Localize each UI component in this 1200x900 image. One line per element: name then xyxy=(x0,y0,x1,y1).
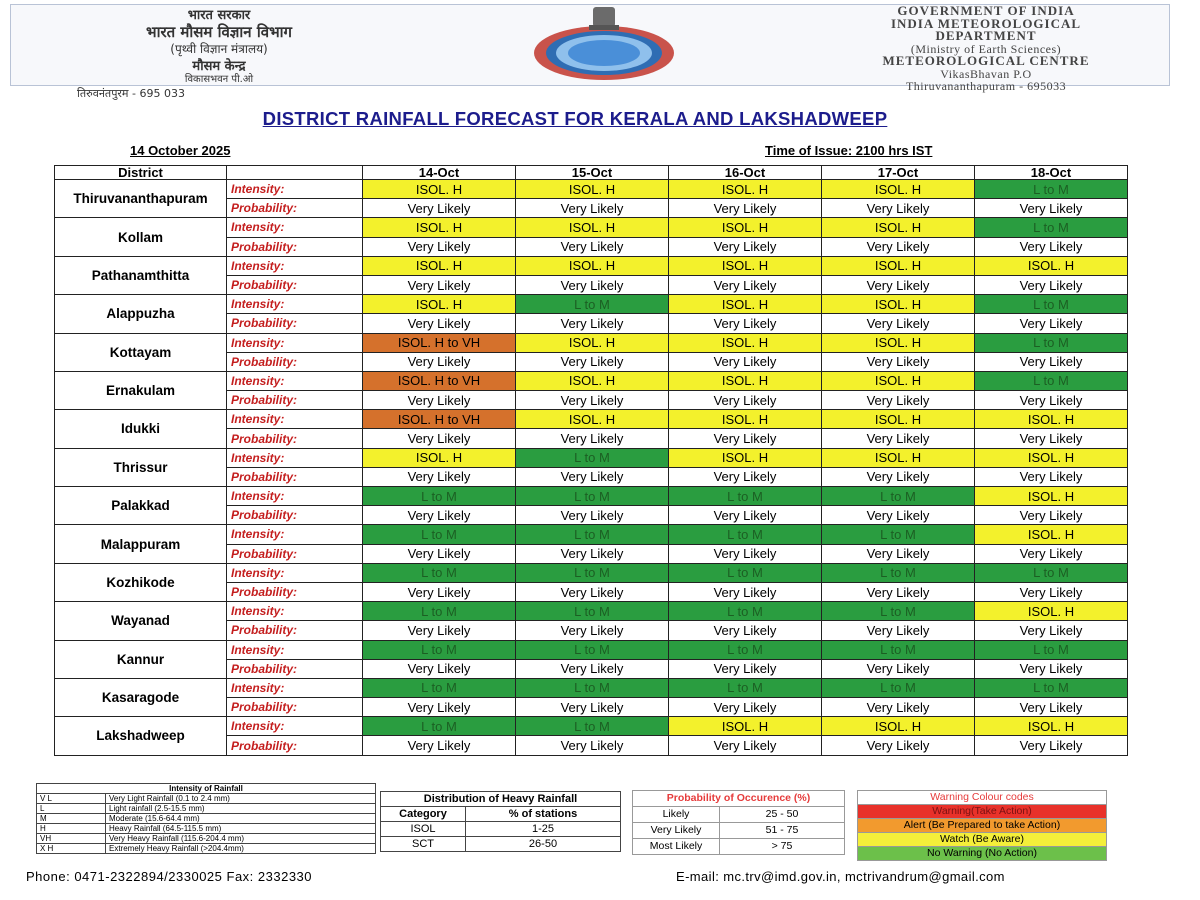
intensity-cell: L to M xyxy=(516,640,669,659)
probability-cell: Very Likely xyxy=(669,621,822,640)
probability-label: Probability: xyxy=(227,544,363,563)
intensity-cell: ISOL. H xyxy=(516,256,669,275)
intensity-cell: ISOL. H to VH xyxy=(363,371,516,390)
intensity-cell: ISOL. H xyxy=(822,256,975,275)
probability-cell: Very Likely xyxy=(822,199,975,218)
probability-label: Probability: xyxy=(227,582,363,601)
district-name: Lakshadweep xyxy=(55,717,227,755)
probability-cell: Very Likely xyxy=(975,544,1128,563)
probability-cell: Very Likely xyxy=(363,199,516,218)
district-intensity-row xyxy=(55,640,1128,659)
intensity-cell: L to M xyxy=(975,371,1128,390)
intensity-cell: L to M xyxy=(975,218,1128,237)
legend-desc: > 75 xyxy=(720,839,845,855)
hindi-line: मौसम केन्द्र xyxy=(192,59,246,74)
legend-code: H xyxy=(37,824,106,834)
hindi-line: भारत मौसम विज्ञान विभाग xyxy=(146,23,292,41)
probability-label: Probability: xyxy=(227,275,363,294)
intensity-cell: ISOL. H xyxy=(975,602,1128,621)
probability-cell: Very Likely xyxy=(975,352,1128,371)
probability-cell: Very Likely xyxy=(516,429,669,448)
district-intensity-row xyxy=(55,717,1128,736)
intensity-label: Intensity: xyxy=(227,410,363,429)
intensity-cell: ISOL. H xyxy=(822,333,975,352)
probability-cell: Very Likely xyxy=(669,736,822,755)
footer-phone: Phone: 0471-2322894/2330025 Fax: 2332330 xyxy=(26,869,313,884)
intensity-cell: ISOL. H xyxy=(822,371,975,390)
intensity-cell: ISOL. H xyxy=(516,218,669,237)
probability-cell: Very Likely xyxy=(669,275,822,294)
intensity-cell: L to M xyxy=(822,678,975,697)
district-name: Wayanad xyxy=(55,602,227,640)
intensity-cell: ISOL. H xyxy=(516,180,669,199)
legend-title: Distribution of Heavy Rainfall xyxy=(381,792,621,807)
probability-cell: Very Likely xyxy=(975,429,1128,448)
intensity-cell: L to M xyxy=(975,295,1128,314)
probability-cell: Very Likely xyxy=(363,237,516,256)
intensity-cell: L to M xyxy=(822,640,975,659)
intensity-cell: L to M xyxy=(975,640,1128,659)
probability-cell: Very Likely xyxy=(669,429,822,448)
imd-emblem-logo xyxy=(531,5,677,81)
legend-code: SCT xyxy=(381,837,466,852)
probability-cell: Very Likely xyxy=(516,582,669,601)
warning-colour-legend xyxy=(857,790,1107,861)
district-name: Kollam xyxy=(55,218,227,256)
intensity-cell: L to M xyxy=(669,602,822,621)
district-intensity-row xyxy=(55,602,1128,621)
hindi-line: तिरुवनंतपुरम - 695 033 xyxy=(77,87,185,100)
district-name: Ernakulam xyxy=(55,371,227,409)
probability-cell: Very Likely xyxy=(822,544,975,563)
district-name: Thrissur xyxy=(55,448,227,486)
probability-cell: Very Likely xyxy=(516,698,669,717)
district-name: Kottayam xyxy=(55,333,227,371)
probability-cell: Very Likely xyxy=(363,275,516,294)
probability-cell: Very Likely xyxy=(669,582,822,601)
probability-label: Probability: xyxy=(227,621,363,640)
probability-cell: Very Likely xyxy=(822,698,975,717)
legend-code: ISOL xyxy=(381,822,466,837)
day-column-header: 15-Oct xyxy=(516,166,669,180)
probability-label: Probability: xyxy=(227,391,363,410)
intensity-cell: L to M xyxy=(516,525,669,544)
probability-cell: Very Likely xyxy=(822,621,975,640)
district-name: Kozhikode xyxy=(55,563,227,601)
intensity-cell: ISOL. H xyxy=(822,180,975,199)
intensity-cell: L to M xyxy=(822,563,975,582)
legend-desc: Heavy Rainfall (64.5-115.5 mm) xyxy=(106,824,376,834)
intensity-cell: L to M xyxy=(363,640,516,659)
intensity-cell: L to M xyxy=(363,717,516,736)
legend-code: VH xyxy=(37,834,106,844)
intensity-label: Intensity: xyxy=(227,525,363,544)
intensity-cell: ISOL. H xyxy=(669,218,822,237)
intensity-cell: ISOL. H xyxy=(363,448,516,467)
english-line: Thiruvananthapuram - 695033 xyxy=(905,79,1067,93)
legend-desc: Very Light Rainfall (0.1 to 2.4 mm) xyxy=(106,794,376,804)
intensity-cell: ISOL. H xyxy=(822,410,975,429)
intensity-cell: ISOL. H xyxy=(669,410,822,429)
intensity-cell: L to M xyxy=(516,487,669,506)
probability-cell: Very Likely xyxy=(516,275,669,294)
intensity-cell: L to M xyxy=(975,678,1128,697)
issue-time: Time of Issue: 2100 hrs IST xyxy=(765,143,933,158)
legend-code: L xyxy=(37,804,106,814)
legend-code: X H xyxy=(37,844,106,854)
intensity-cell: L to M xyxy=(516,678,669,697)
intensity-cell: ISOL. H xyxy=(516,333,669,352)
letterhead xyxy=(10,3,1170,100)
district-intensity-row xyxy=(55,333,1128,352)
legend-warning-green: No Warning (No Action) xyxy=(858,847,1107,861)
probability-label: Probability: xyxy=(227,506,363,525)
district-intensity-row xyxy=(55,525,1128,544)
district-intensity-row xyxy=(55,487,1128,506)
probability-cell: Very Likely xyxy=(363,621,516,640)
intensity-cell: L to M xyxy=(363,487,516,506)
intensity-cell: ISOL. H xyxy=(975,717,1128,736)
district-intensity-row xyxy=(55,371,1128,390)
intensity-cell: L to M xyxy=(822,487,975,506)
probability-label: Probability: xyxy=(227,199,363,218)
probability-cell: Very Likely xyxy=(516,736,669,755)
probability-cell: Very Likely xyxy=(516,199,669,218)
probability-cell: Very Likely xyxy=(975,736,1128,755)
probability-cell: Very Likely xyxy=(975,698,1128,717)
probability-legend xyxy=(632,790,845,855)
intensity-label: Intensity: xyxy=(227,563,363,582)
legend-desc: 25 - 50 xyxy=(720,807,845,823)
probability-cell: Very Likely xyxy=(516,467,669,486)
intensity-cell: L to M xyxy=(516,295,669,314)
probability-cell: Very Likely xyxy=(363,429,516,448)
intensity-label: Intensity: xyxy=(227,448,363,467)
district-name: Palakkad xyxy=(55,487,227,525)
legend-desc: Extremely Heavy Rainfall (>204.4mm) xyxy=(106,844,376,854)
legend-header: Category xyxy=(381,807,466,822)
intensity-cell: ISOL. H xyxy=(363,180,516,199)
intensity-label: Intensity: xyxy=(227,640,363,659)
probability-cell: Very Likely xyxy=(516,237,669,256)
intensity-label: Intensity: xyxy=(227,371,363,390)
legend-code: M xyxy=(37,814,106,824)
probability-cell: Very Likely xyxy=(363,352,516,371)
intensity-cell: L to M xyxy=(516,717,669,736)
probability-cell: Very Likely xyxy=(669,391,822,410)
probability-cell: Very Likely xyxy=(516,659,669,678)
hindi-line: विकासभवन पी.ओ xyxy=(184,74,254,85)
probability-cell: Very Likely xyxy=(363,544,516,563)
intensity-cell: ISOL. H xyxy=(822,295,975,314)
district-intensity-row xyxy=(55,218,1128,237)
legend-warning-orange: Alert (Be Prepared to take Action) xyxy=(858,819,1107,833)
legend-desc: 26-50 xyxy=(466,837,621,852)
intensity-cell: ISOL. H xyxy=(363,218,516,237)
probability-label: Probability: xyxy=(227,314,363,333)
intensity-cell: L to M xyxy=(669,563,822,582)
probability-cell: Very Likely xyxy=(822,275,975,294)
probability-label: Probability: xyxy=(227,467,363,486)
footer-email: E-mail: mc.trv@imd.gov.in, mctrivandrum@gmail.com xyxy=(676,869,1005,884)
probability-cell: Very Likely xyxy=(669,314,822,333)
probability-label: Probability: xyxy=(227,698,363,717)
forecast-table xyxy=(54,165,1128,756)
probability-cell: Very Likely xyxy=(363,582,516,601)
legend-header: % of stations xyxy=(466,807,621,822)
district-intensity-row xyxy=(55,563,1128,582)
district-name: Malappuram xyxy=(55,525,227,563)
forecast-date: 14 October 2025 xyxy=(130,143,231,158)
probability-cell: Very Likely xyxy=(822,352,975,371)
intensity-cell: ISOL. H xyxy=(822,717,975,736)
district-name: Kannur xyxy=(55,640,227,678)
day-column-header: 18-Oct xyxy=(975,166,1128,180)
probability-cell: Very Likely xyxy=(516,621,669,640)
district-intensity-row xyxy=(55,448,1128,467)
intensity-cell: L to M xyxy=(669,487,822,506)
intensity-cell: ISOL. H xyxy=(975,448,1128,467)
intensity-legend xyxy=(36,783,376,854)
intensity-cell: L to M xyxy=(669,640,822,659)
intensity-label: Intensity: xyxy=(227,295,363,314)
probability-cell: Very Likely xyxy=(363,391,516,410)
english-line: (Ministry of Earth Sciences) xyxy=(910,41,1062,56)
probability-cell: Very Likely xyxy=(669,467,822,486)
english-letterhead xyxy=(781,5,1191,93)
probability-cell: Very Likely xyxy=(975,237,1128,256)
intensity-cell: ISOL. H to VH xyxy=(363,410,516,429)
intensity-cell: L to M xyxy=(363,602,516,621)
probability-cell: Very Likely xyxy=(516,314,669,333)
legend-title: Intensity of Rainfall xyxy=(37,784,376,794)
intensity-cell: L to M xyxy=(363,525,516,544)
probability-cell: Very Likely xyxy=(822,429,975,448)
probability-label: Probability: xyxy=(227,237,363,256)
day-column-header: 14-Oct xyxy=(363,166,516,180)
probability-cell: Very Likely xyxy=(363,467,516,486)
probability-cell: Very Likely xyxy=(669,659,822,678)
intensity-cell: ISOL. H xyxy=(669,448,822,467)
intensity-cell: L to M xyxy=(516,602,669,621)
document-title: DISTRICT RAINFALL FORECAST FOR KERALA AND LAKSHADWEEP xyxy=(262,108,888,129)
probability-cell: Very Likely xyxy=(363,736,516,755)
table-header-row xyxy=(55,166,1128,180)
intensity-cell: ISOL. H xyxy=(669,717,822,736)
intensity-cell: ISOL. H xyxy=(822,448,975,467)
legend-title: Warning Colour codes xyxy=(858,791,1107,805)
intensity-cell: L to M xyxy=(363,563,516,582)
probability-cell: Very Likely xyxy=(669,698,822,717)
legend-code: V L xyxy=(37,794,106,804)
probability-cell: Very Likely xyxy=(975,506,1128,525)
label-column-header xyxy=(227,166,363,180)
probability-cell: Very Likely xyxy=(669,199,822,218)
intensity-cell: L to M xyxy=(516,563,669,582)
probability-cell: Very Likely xyxy=(669,506,822,525)
intensity-cell: L to M xyxy=(516,448,669,467)
legend-warning-red: Warning(Take Action) xyxy=(858,805,1107,819)
probability-cell: Very Likely xyxy=(822,582,975,601)
intensity-label: Intensity: xyxy=(227,678,363,697)
district-name: Kasaragode xyxy=(55,678,227,716)
intensity-label: Intensity: xyxy=(227,218,363,237)
probability-cell: Very Likely xyxy=(822,736,975,755)
english-line: VikasBhavan P.O xyxy=(940,66,1032,81)
intensity-cell: ISOL. H xyxy=(975,410,1128,429)
intensity-label: Intensity: xyxy=(227,487,363,506)
legend-code: Very Likely xyxy=(633,823,720,839)
intensity-cell: ISOL. H xyxy=(975,487,1128,506)
probability-label: Probability: xyxy=(227,736,363,755)
intensity-cell: ISOL. H xyxy=(363,295,516,314)
probability-cell: Very Likely xyxy=(363,659,516,678)
intensity-cell: ISOL. H xyxy=(669,333,822,352)
intensity-cell: ISOL. H xyxy=(669,256,822,275)
intensity-cell: ISOL. H xyxy=(975,256,1128,275)
english-line: METEOROLOGICAL CENTRE xyxy=(882,53,1090,68)
hindi-line: (पृथ्वी विज्ञान मंत्रालय) xyxy=(170,42,268,56)
probability-cell: Very Likely xyxy=(822,391,975,410)
probability-cell: Very Likely xyxy=(975,314,1128,333)
probability-cell: Very Likely xyxy=(516,544,669,563)
intensity-cell: ISOL. H xyxy=(516,371,669,390)
intensity-label: Intensity: xyxy=(227,717,363,736)
district-intensity-row xyxy=(55,180,1128,199)
legend-title: Probability of Occurence (%) xyxy=(633,791,845,807)
probability-cell: Very Likely xyxy=(669,352,822,371)
probability-cell: Very Likely xyxy=(363,698,516,717)
district-intensity-row xyxy=(55,295,1128,314)
intensity-label: Intensity: xyxy=(227,602,363,621)
probability-cell: Very Likely xyxy=(516,391,669,410)
forecast-table-body xyxy=(55,180,1128,756)
intensity-cell: L to M xyxy=(669,525,822,544)
intensity-cell: ISOL. H xyxy=(669,371,822,390)
probability-cell: Very Likely xyxy=(975,621,1128,640)
probability-cell: Very Likely xyxy=(822,506,975,525)
probability-cell: Very Likely xyxy=(516,506,669,525)
legend-desc: Very Heavy Rainfall (115.6-204.4 mm) xyxy=(106,834,376,844)
intensity-cell: ISOL. H xyxy=(516,410,669,429)
legend-warning-yellow: Watch (Be Aware) xyxy=(858,833,1107,847)
legend-code: Likely xyxy=(633,807,720,823)
intensity-cell: L to M xyxy=(822,525,975,544)
hindi-line: भारत सरकार xyxy=(187,8,251,23)
intensity-cell: ISOL. H xyxy=(975,525,1128,544)
distribution-legend xyxy=(380,791,621,852)
district-name: Pathanamthitta xyxy=(55,256,227,294)
hindi-letterhead xyxy=(69,7,369,102)
probability-cell: Very Likely xyxy=(822,467,975,486)
probability-label: Probability: xyxy=(227,659,363,678)
probability-cell: Very Likely xyxy=(822,659,975,678)
probability-cell: Very Likely xyxy=(822,314,975,333)
day-column-header: 17-Oct xyxy=(822,166,975,180)
district-column-header: District xyxy=(55,166,227,180)
legend-desc: 51 - 75 xyxy=(720,823,845,839)
english-line: GOVERNMENT OF INDIA xyxy=(897,3,1075,18)
day-column-header: 16-Oct xyxy=(669,166,822,180)
probability-cell: Very Likely xyxy=(975,275,1128,294)
probability-cell: Very Likely xyxy=(822,237,975,256)
intensity-cell: L to M xyxy=(975,180,1128,199)
probability-cell: Very Likely xyxy=(363,314,516,333)
legend-code: Most Likely xyxy=(633,839,720,855)
probability-cell: Very Likely xyxy=(669,237,822,256)
legend-desc: Light rainfall (2.5-15.5 mm) xyxy=(106,804,376,814)
intensity-label: Intensity: xyxy=(227,256,363,275)
english-line: DEPARTMENT xyxy=(935,28,1037,43)
intensity-cell: ISOL. H xyxy=(669,295,822,314)
intensity-cell: ISOL. H xyxy=(822,218,975,237)
district-name: Idukki xyxy=(55,410,227,448)
probability-cell: Very Likely xyxy=(516,352,669,371)
district-intensity-row xyxy=(55,256,1128,275)
english-line: INDIA METEOROLOGICAL xyxy=(890,15,1082,31)
intensity-cell: L to M xyxy=(975,563,1128,582)
legend-desc: Moderate (15.6-64.4 mm) xyxy=(106,814,376,824)
district-intensity-row xyxy=(55,410,1128,429)
probability-cell: Very Likely xyxy=(975,467,1128,486)
intensity-label: Intensity: xyxy=(227,180,363,199)
intensity-cell: L to M xyxy=(669,678,822,697)
probability-cell: Very Likely xyxy=(669,544,822,563)
probability-cell: Very Likely xyxy=(975,659,1128,678)
district-intensity-row xyxy=(55,678,1128,697)
probability-label: Probability: xyxy=(227,352,363,371)
legend-desc: 1-25 xyxy=(466,822,621,837)
intensity-cell: L to M xyxy=(822,602,975,621)
probability-cell: Very Likely xyxy=(975,391,1128,410)
probability-cell: Very Likely xyxy=(975,199,1128,218)
probability-cell: Very Likely xyxy=(975,582,1128,601)
intensity-cell: ISOL. H xyxy=(363,256,516,275)
intensity-cell: ISOL. H to VH xyxy=(363,333,516,352)
district-name: Thiruvananthapuram xyxy=(55,180,227,218)
intensity-label: Intensity: xyxy=(227,333,363,352)
probability-label: Probability: xyxy=(227,429,363,448)
intensity-cell: ISOL. H xyxy=(669,180,822,199)
probability-cell: Very Likely xyxy=(363,506,516,525)
intensity-cell: L to M xyxy=(975,333,1128,352)
intensity-cell: L to M xyxy=(363,678,516,697)
district-name: Alappuzha xyxy=(55,295,227,333)
